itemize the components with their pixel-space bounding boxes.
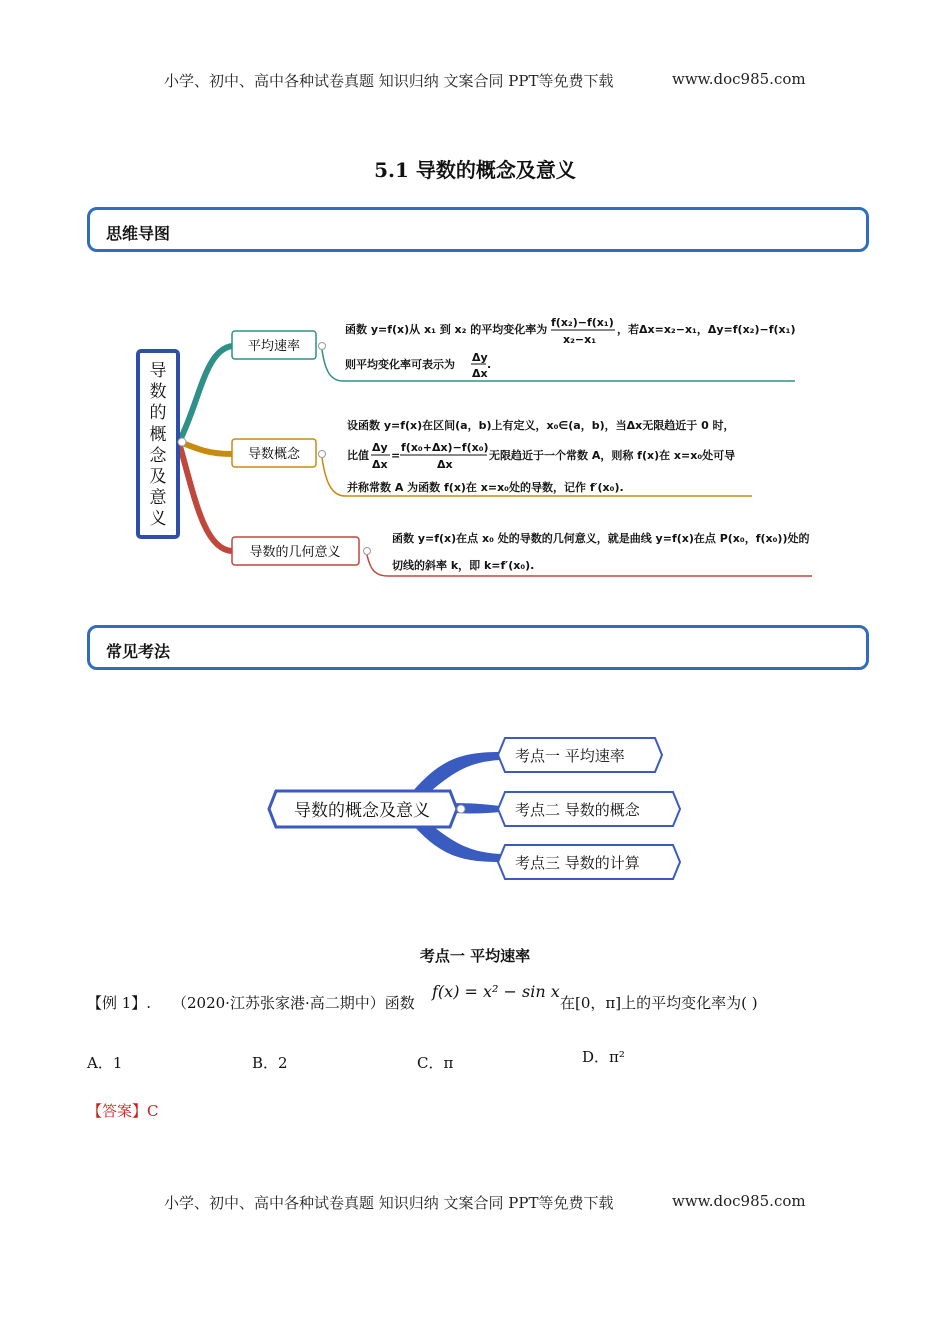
header-text: 小学、初中、高中各种试卷真题 知识归纳 文案合同 PPT等免费下载 [164,72,614,90]
branch1-fraction-top: Δy [472,351,488,364]
branch-label-2: 导数概念 [247,447,301,462]
branch2-line: 比值 [347,449,369,462]
example-formula: f(x) = x² − sin x [432,982,560,1001]
branch2-fraction-top: Δy [372,441,388,454]
example-source: （2020·江苏张家港·高二期中）函数 [172,994,415,1012]
branch-connector-1 [180,346,232,440]
mind-map [0,300,950,590]
branch2-fraction-top: f(x₀+Δx)−f(x₀) [401,441,489,454]
section-common-methods [87,625,869,670]
branch-label-1: 平均速率 [247,339,301,354]
section-mind-map [87,207,869,252]
branch-connector-2 [180,442,232,454]
branch2-line: = [391,449,401,462]
branch2-fraction-bottom: Δx [437,458,453,471]
branch2-line: 并称常数 A 为函数 f(x)在 x=x₀处的导数，记作 f′(x₀). [347,481,624,494]
option-a: A．1 [87,1054,123,1072]
branch3-line: 切线的斜率 k，即 k=f′(x₀). [392,559,535,572]
branch1-fraction-bottom: x₂−x₁ [563,333,597,346]
option-c: C．π [417,1054,454,1072]
topic-item-2-label: 考点二 导数的概念 [515,801,640,819]
topic-item-3-label: 考点三 导数的计算 [515,854,640,872]
topic-map [0,730,950,890]
root-char: 及 [149,467,167,487]
option-b: B．2 [252,1054,288,1072]
branch2-line: 设函数 y=f(x)在区间(a，b)上有定义，x₀∈(a，b)，当Δx无限趋近于 0 时， [347,419,735,432]
topic-item-1-label: 考点一 平均速率 [515,747,625,765]
section-common-methods-label: 常见考法 [106,642,171,661]
root-char: 义 [149,509,167,529]
branch-connector-3 [180,446,232,551]
root-char: 数 [149,382,167,402]
branch3-line: 函数 y=f(x)在点 x₀ 处的导数的几何意义，就是曲线 y=f(x)在点 P(x₀，f(x₀))处的 [392,532,810,545]
option-d: D．π² [582,1048,625,1066]
branch1-line: 函数 y=f(x)从 x₁ 到 x₂ 的平均变化率为 [345,323,548,336]
topic-root-label: 导数的概念及意义 [294,801,430,821]
footer-text: 小学、初中、高中各种试卷真题 知识归纳 文案合同 PPT等免费下载 [164,1194,614,1212]
branch2-line: 无限趋近于一个常数 A，则称 f(x)在 x=x₀处可导 [489,449,736,462]
branch-label-3: 导数的几何意义 [249,545,341,560]
header-url: www.doc985.com [672,70,806,88]
example-suffix: 在[0，π]上的平均变化率为( ) [560,994,758,1012]
page-title: 5.1 导数的概念及意义 [374,158,576,182]
root-char: 导 [149,361,167,381]
answer-label: 【答案】C [87,1102,159,1120]
root-char: 的 [149,403,167,423]
topic1-heading: 考点一 平均速率 [419,947,531,965]
branch1-fraction-bottom: Δx [472,367,488,380]
branch2-fraction-bottom: Δx [372,458,388,471]
root-char: 念 [149,446,167,466]
footer-url: www.doc985.com [672,1192,806,1210]
branch1-line: . [487,358,492,371]
section-mind-map-label: 思维导图 [106,224,171,243]
example-prefix: 【例 1】. [87,994,152,1012]
root-node-dot [178,438,186,446]
branch1-line: ，若Δx=x₂−x₁，Δy=f(x₂)−f(x₁) [617,323,796,336]
root-char: 概 [149,425,167,445]
branch1-line: 则平均变化率可表示为 [345,358,455,371]
root-char: 意 [149,488,167,508]
branch1-fraction-top: f(x₂)−f(x₁) [551,316,614,329]
